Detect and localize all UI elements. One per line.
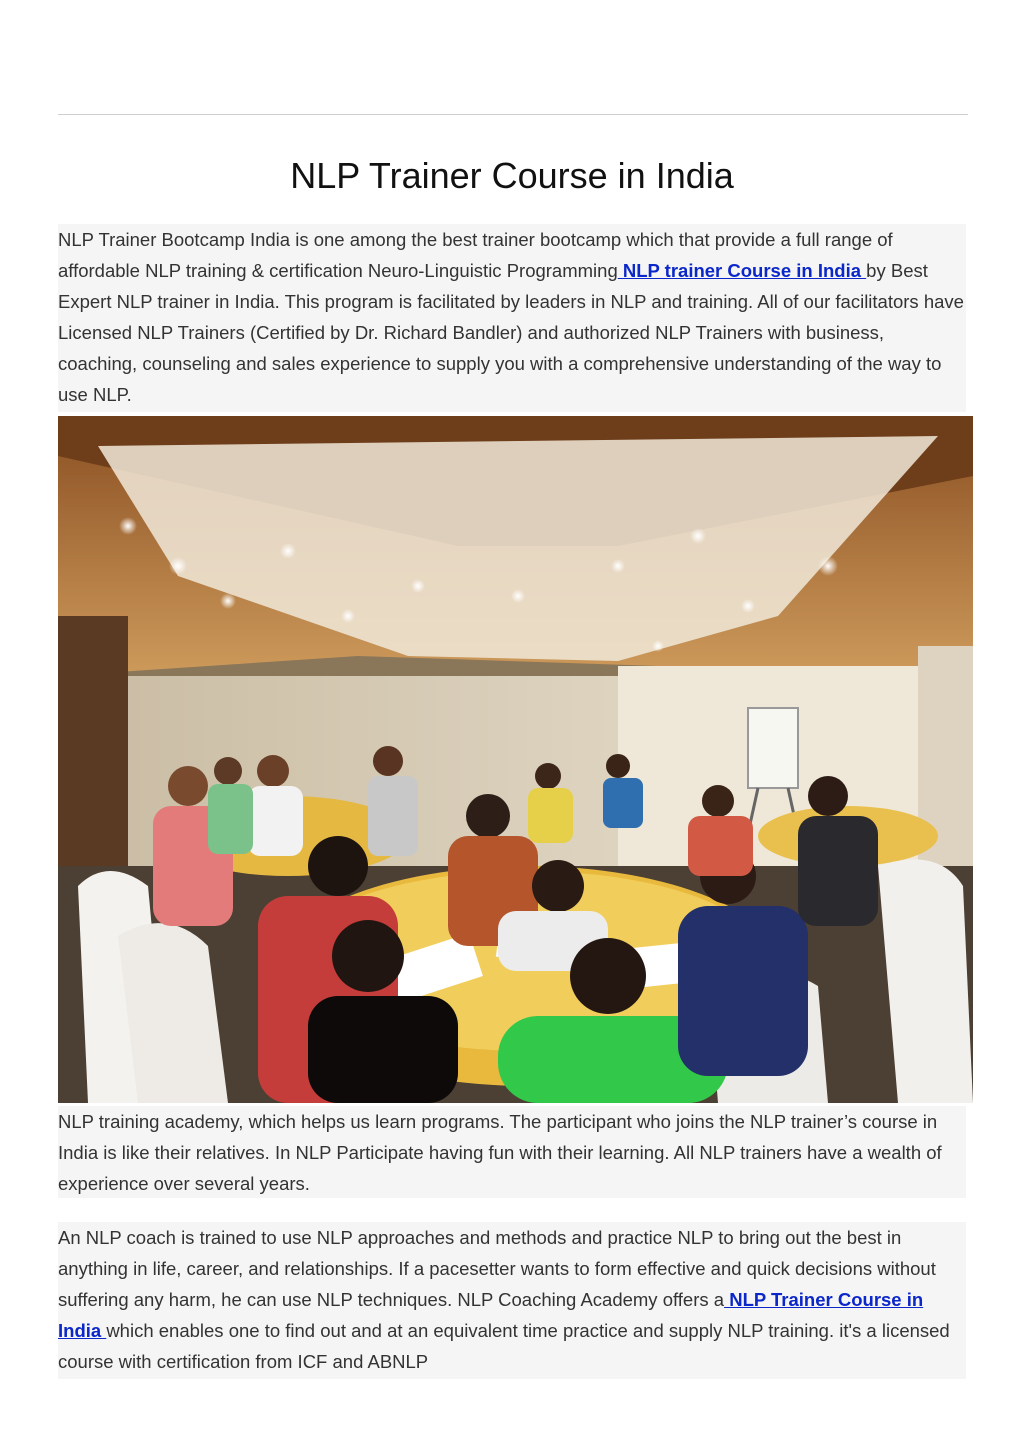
intro-paragraph: [58, 224, 966, 412]
intro-text-after: by Best Expert NLP trainer in India. This program is facilitated by leaders in NLP and training. All of our facilitators have Licensed NLP Trainers (Certified by Dr. Richard Bandler) and authorized NLP Trainers with business, coaching, counseling and sales experience to supply you with a comprehensive understanding of the way to use NLP.: [58, 260, 964, 405]
coach-paragraph: [58, 1222, 966, 1379]
nlp-trainer-course-link[interactable]: NLP trainer Course in India: [617, 260, 867, 281]
academy-paragraph: NLP training academy, which helps us learn programs. The participant who joins the NLP trainer’s course in India is like their relatives. In NLP Participate having fun with their learning. All NLP trainers have a wealth of experience over several years.: [58, 1106, 966, 1198]
intro-text-before: NLP Trainer Bootcamp India is one among the best trainer bootcamp which that provide a full range of affordable NLP training & certification Neuro-Linguistic Programming: [58, 229, 893, 281]
page-title: NLP Trainer Course in India: [290, 155, 734, 196]
header-divider: [58, 114, 968, 115]
coach-text-after: which enables one to find out and at an equivalent time practice and supply NLP training. it's a licensed course with certification from ICF and ABNLP: [58, 1320, 950, 1372]
training-session-photo: [58, 416, 973, 1103]
coach-text-before: An NLP coach is trained to use NLP approaches and methods and practice NLP to bring out the best in anything in life, career, and relationships. If a pacesetter wants to form effective and quick decisions without suffering any harm, he can use NLP techniques. NLP Coaching Academy offers a: [58, 1227, 936, 1310]
nlp-trainer-course-link-2[interactable]: NLP Trainer Course in India: [58, 1289, 924, 1341]
